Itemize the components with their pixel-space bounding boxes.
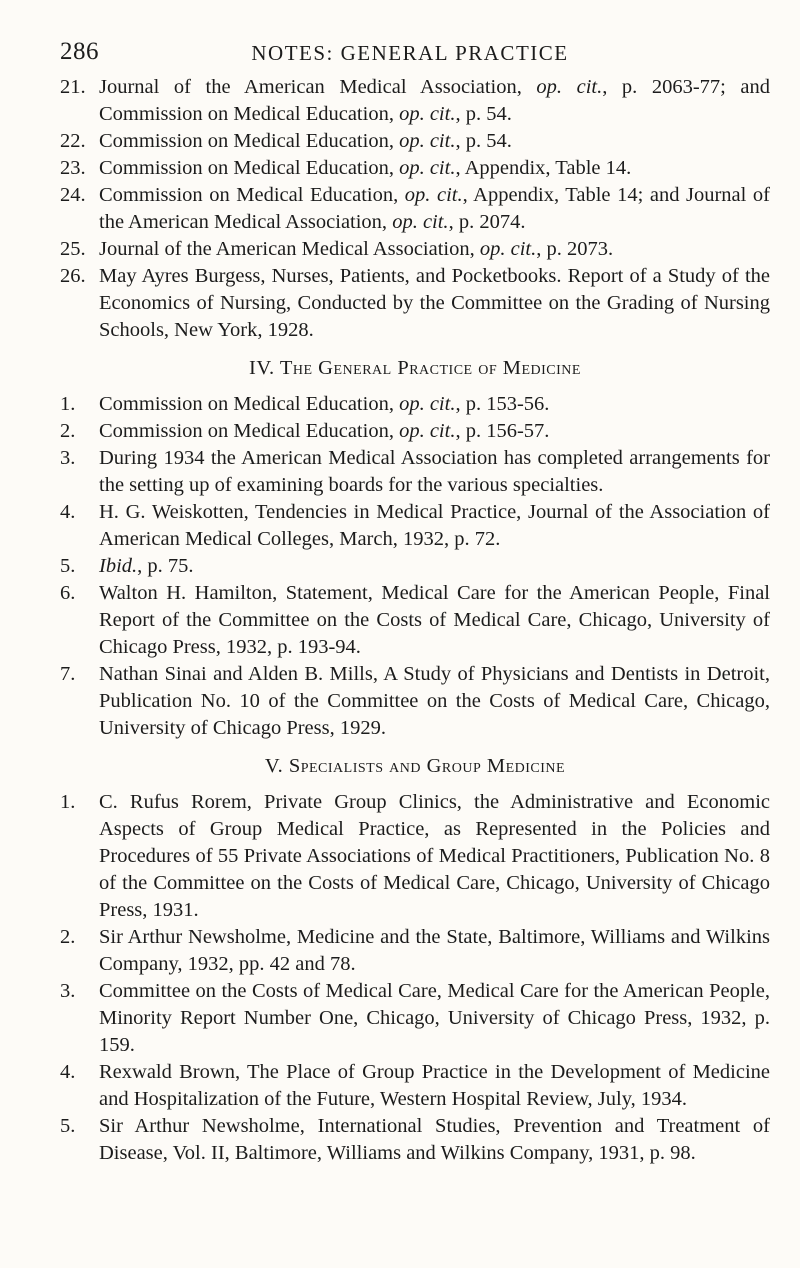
note-number: 4. — [60, 501, 76, 523]
note-text — [99, 393, 549, 415]
note-number: 26. — [60, 265, 86, 287]
section-heading-v: V. Specialists and Group Medicine — [264, 755, 566, 777]
note-text — [99, 420, 549, 442]
note-item — [60, 499, 770, 553]
note-text-italic: op. cit. — [399, 157, 456, 179]
note-text-italic: Ibid. — [99, 555, 138, 577]
note-number: 25. — [60, 238, 86, 260]
page-header — [60, 38, 760, 72]
note-number: 24. — [60, 184, 86, 206]
note-number: 22. — [60, 130, 86, 152]
note-number: 2. — [60, 926, 76, 948]
note-text-italic: op. cit. — [479, 238, 537, 260]
note-item — [60, 236, 770, 263]
note-number: 5. — [60, 555, 76, 577]
note-number: 23. — [60, 157, 86, 179]
note-text — [99, 926, 770, 975]
note-text-italic: op. cit. — [399, 130, 456, 152]
note-item — [60, 155, 770, 182]
note-text-italic: op. cit. — [399, 420, 456, 442]
note-item — [60, 1059, 770, 1113]
note-text-italic: op. cit. — [399, 103, 456, 125]
note-number: 21. — [60, 76, 86, 98]
note-text-segment: Committee on the Costs of Medical Care, Medical Care for the American People, Minority Report Number One, Chicago, University of Chicago Press, 1932, p. 159. — [99, 980, 770, 1056]
note-item — [60, 978, 770, 1059]
note-text-segment: Sir Arthur Newsholme, Medicine and the State, Baltimore, Williams and Wilkins Company, 1932, pp. 42 and 78. — [99, 926, 770, 975]
note-number: 7. — [60, 663, 76, 685]
note-text — [99, 663, 770, 739]
note-text — [99, 1061, 770, 1110]
note-text-segment: Commission on Medical Education, — [99, 157, 400, 179]
note-item — [60, 1113, 770, 1167]
note-text-segment: , p. 54. — [455, 130, 512, 152]
note-text — [99, 76, 770, 125]
note-item — [60, 182, 770, 236]
note-text-segment: During 1934 the American Medical Association has completed arrangements for the setting up of examining boards for the various specialties. — [99, 447, 770, 496]
note-text-italic: op. cit. — [404, 184, 463, 206]
page-number: 286 — [60, 38, 99, 65]
note-text-segment: Commission on Medical Education, — [99, 184, 405, 206]
note-text — [99, 555, 194, 577]
note-text-segment: , p. 2073. — [536, 238, 614, 260]
note-number: 6. — [60, 582, 76, 604]
notes-list-top — [60, 74, 770, 344]
note-text-segment: C. Rufus Rorem, Private Group Clinics, the Administrative and Economic Aspects of Group Medical Practice, as Represented in the Policies and Procedures of 55 Private Associations of Medical Practitioners, Publication No. 8 of the Committee on the Costs of Medical Care, Chicago, University of Chicago Press, 1931. — [99, 791, 770, 921]
note-text — [99, 238, 613, 260]
note-text — [99, 1115, 770, 1164]
note-item — [60, 789, 770, 924]
note-text-segment: Commission on Medical Education, — [99, 420, 400, 442]
note-number: 2. — [60, 420, 76, 442]
note-text-segment: Journal of the American Medical Association, — [99, 76, 537, 98]
note-text — [99, 157, 631, 179]
note-item — [60, 418, 770, 445]
notes-content — [60, 74, 770, 1167]
note-text-segment: Sir Arthur Newsholme, International Studies, Prevention and Treatment of Disease, Vol. II, Baltimore, Williams and Wilkins Company, 1931, p. 98. — [99, 1115, 770, 1164]
note-text — [99, 501, 770, 550]
note-text — [99, 582, 770, 658]
note-text-segment: May Ayres Burgess, Nurses, Patients, and Pocketbooks. Report of a Study of the Economics of Nursing, Conducted by the Committee on the Grading of Nursing Schools, New York, 1928. — [99, 265, 770, 341]
note-text-segment: , p. 153-56. — [455, 393, 550, 415]
note-item — [60, 445, 770, 499]
note-text-segment: , p. 156-57. — [455, 420, 550, 442]
note-text — [99, 791, 770, 921]
note-text-segment: Journal of the American Medical Association, — [99, 238, 480, 260]
note-number: 1. — [60, 791, 76, 813]
note-text-segment: Rexwald Brown, The Place of Group Practice in the Development of Medicine and Hospitalization of the Future, Western Hospital Review, July, 1934. — [99, 1061, 770, 1110]
note-item — [60, 924, 770, 978]
note-item — [60, 580, 770, 661]
note-text-segment: , p. 2063-77; and Commission on Medical Education, — [99, 76, 770, 125]
note-number: 1. — [60, 393, 76, 415]
note-text-segment: , p. 2074. — [448, 211, 526, 233]
note-text-segment: , Appendix, Table 14. — [455, 157, 632, 179]
note-text-segment: , p. 75. — [137, 555, 194, 577]
note-text-segment: Commission on Medical Education, — [99, 393, 400, 415]
note-text-segment: , p. 54. — [455, 103, 512, 125]
note-text — [99, 447, 770, 496]
note-text-segment: Commission on Medical Education, — [99, 130, 400, 152]
note-text — [99, 184, 770, 233]
note-item — [60, 391, 770, 418]
note-item — [60, 74, 770, 128]
note-number: 3. — [60, 980, 76, 1002]
running-title: NOTES: GENERAL PRACTICE — [251, 41, 569, 65]
note-item — [60, 128, 770, 155]
note-text-segment: , Appendix, Table 14; and Journal of the American Medical Association, — [99, 184, 770, 233]
note-text — [99, 265, 770, 341]
note-item — [60, 263, 770, 344]
note-number: 5. — [60, 1115, 76, 1137]
note-text-italic: op. cit. — [399, 393, 456, 415]
note-text-segment: H. G. Weiskotten, Tendencies in Medical Practice, Journal of the Association of American Medical Colleges, March, 1932, p. 72. — [99, 501, 770, 550]
note-text — [99, 130, 512, 152]
note-item — [60, 553, 770, 580]
notes-list-section-v — [60, 789, 770, 1167]
note-text-segment: Nathan Sinai and Alden B. Mills, A Study of Physicians and Dentists in Detroit, Publication No. 10 of the Committee on the Costs of Medical Care, Chicago, University of Chicago Press, 1929. — [99, 663, 770, 739]
note-number: 4. — [60, 1061, 76, 1083]
note-item — [60, 661, 770, 742]
note-text-italic: op. cit. — [392, 211, 449, 233]
note-text-segment: Walton H. Hamilton, Statement, Medical Care for the American People, Final Report of the Committee on the Costs of Medical Care, Chicago, University of Chicago Press, 1932, p. 193-94. — [99, 582, 770, 658]
notes-list-section-iv — [60, 391, 770, 742]
note-number: 3. — [60, 447, 76, 469]
section-heading-iv: IV. The General Practice of Medicine — [249, 357, 581, 379]
note-text-italic: op. cit. — [536, 76, 603, 98]
note-text — [99, 980, 770, 1056]
